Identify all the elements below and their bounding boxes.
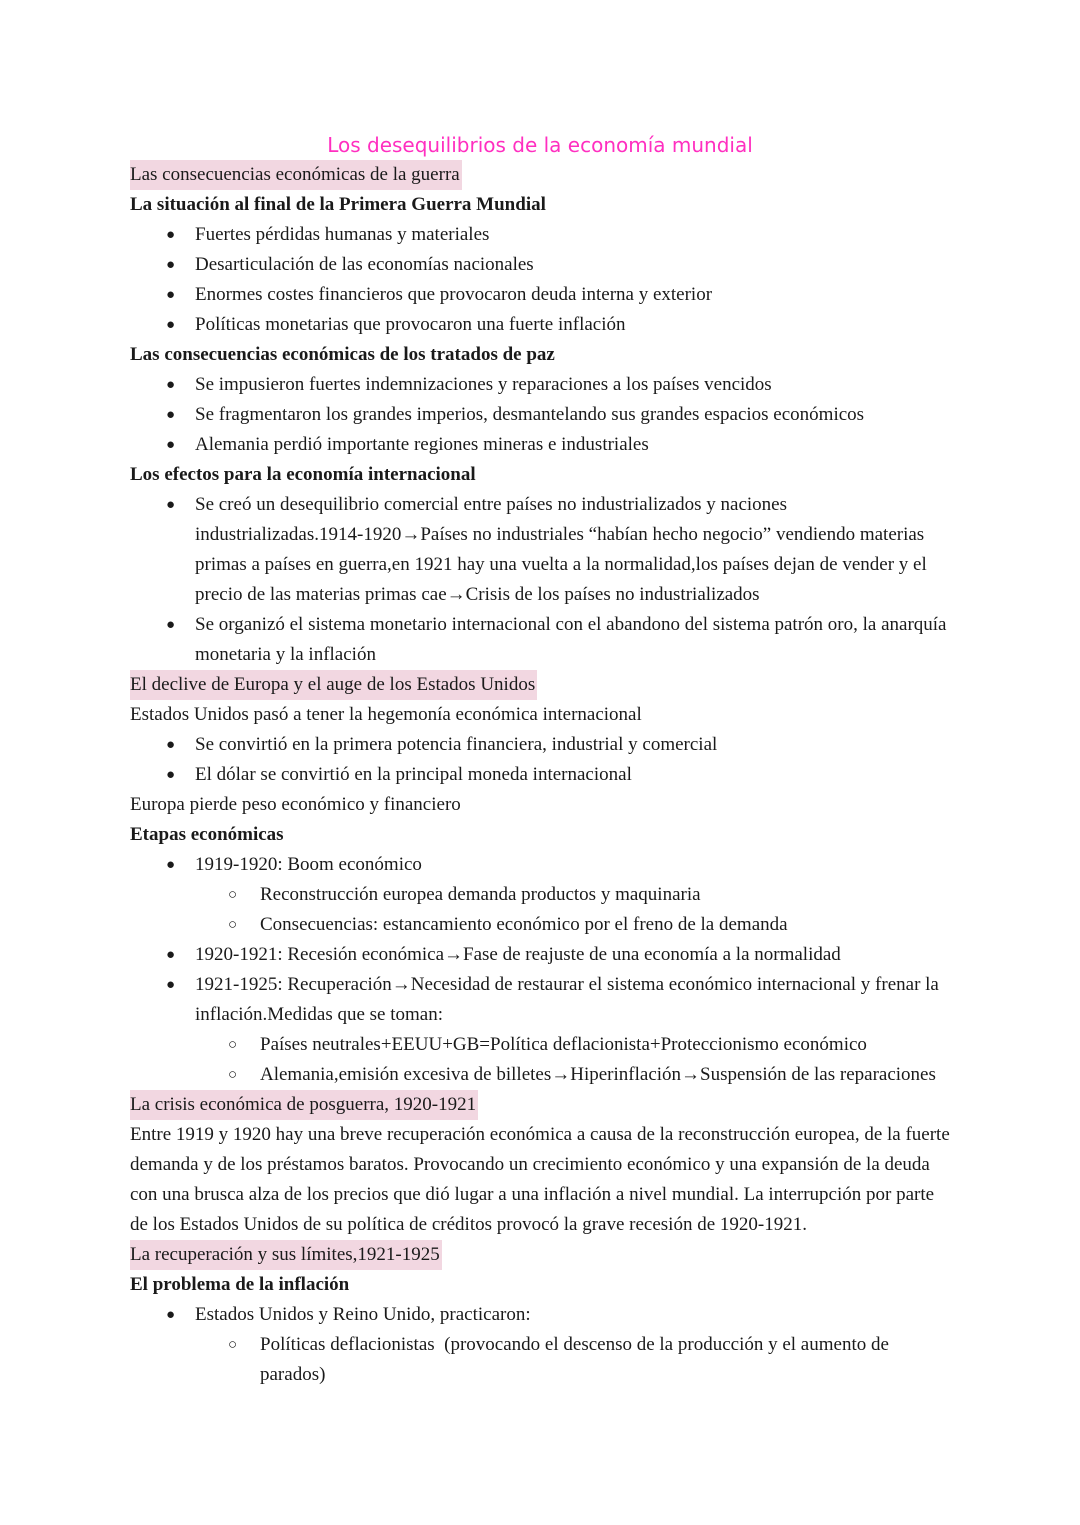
subheading-situacion: La situación al final de la Primera Guerra Mundial [130,194,546,215]
sublist-boom [195,880,960,940]
subheading-efectos: Los efectos para la economía internacional [130,464,476,485]
list-tratados [130,370,960,460]
list-item: ● Se organizó el sistema monetario internacional con el abandono del sistema patrón oro, la anarquía monetaria y la inflación [130,610,960,670]
bullet-icon: ● [166,767,176,783]
bullet-icon: ● [166,377,176,393]
sublist-item: ○ Consecuencias: estancamiento económico por el freno de la demanda [195,910,960,940]
paragraph-europa: Europa pierde peso económico y financiero [130,794,461,815]
sublist-item: ○ Reconstrucción europea demanda productos y maquinaria [195,880,960,910]
section-heading-crisis: La crisis económica de posguerra, 1920-1921 [130,1090,960,1120]
sublist-deflacion [195,1330,960,1390]
page-title: Los desequilibrios de la economía mundial [327,133,753,157]
list-inflacion [130,1300,960,1390]
circle-bullet-icon: ○ [228,917,238,933]
bullet-icon: ● [166,317,176,333]
bullet-icon: ● [166,227,176,243]
bullet-icon: ● [166,857,176,873]
document-page [130,130,960,1390]
bullet-icon: ● [166,257,176,273]
list-item: ● Se creó un desequilibrio comercial entre países no industrializados y naciones industrializadas.1914-1920→Países no industriales “habían hecho negocio” vendiendo materias primas a países en guerra,en 1921 hay una vuelta a la normalidad,los países dejan de vender y el precio de las materias primas cae→Crisis de los países no industrializados [130,490,960,610]
list-item: ● Políticas monetarias que provocaron una fuerte inflación [130,310,960,340]
sublist-item: ○ Políticas deflacionistas (provocando el descenso de la producción y el aumento de parados) [195,1330,960,1390]
list-item: ● Fuertes pérdidas humanas y materiales [130,220,960,250]
bullet-icon: ● [166,287,176,303]
list-item: ● Alemania perdió importante regiones mineras e industriales [130,430,960,460]
section-heading-consecuencias: Las consecuencias económicas de la guerra [130,160,960,190]
section-heading-recuperacion: La recuperación y sus límites,1921-1925 [130,1240,960,1270]
bullet-icon: ● [166,497,176,513]
circle-bullet-icon: ○ [228,1037,238,1053]
circle-bullet-icon: ○ [228,1337,238,1353]
list-item: ● El dólar se convirtió en la principal moneda internacional [130,760,960,790]
bullet-icon: ● [166,947,176,963]
list-efectos [130,490,960,670]
sublist-item: ○ Alemania,emisión excesiva de billetes→Hiperinflación→Suspensión de las reparaciones [195,1060,960,1090]
bullet-icon: ● [166,407,176,423]
bullet-icon: ● [166,437,176,453]
list-hegemonia [130,730,960,790]
list-item: ● 1921-1925: Recuperación→Necesidad de restaurar el sistema económico internacional y frenar la inflación.Medidas que se toman: ○ Países neutrales+EEUU+GB=Política deflacionista+Proteccionismo económico ○ Alemania,emisión excesiva de billetes→Hiperinflación→Suspensión de las reparaciones [130,970,960,1090]
list-item: ● Se convirtió en la primera potencia financiera, industrial y comercial [130,730,960,760]
list-item: ● Desarticulación de las economías nacionales [130,250,960,280]
list-item: ● 1920-1921: Recesión económica→Fase de reajuste de una economía a la normalidad [130,940,960,970]
section-heading-declive: El declive de Europa y el auge de los Estados Unidos [130,670,960,700]
circle-bullet-icon: ○ [228,1067,238,1083]
bullet-icon: ● [166,617,176,633]
list-item: ● Se impusieron fuertes indemnizaciones y reparaciones a los países vencidos [130,370,960,400]
paragraph-hegemonia: Estados Unidos pasó a tener la hegemonía económica internacional [130,704,642,725]
paragraph-crisis: Entre 1919 y 1920 hay una breve recuperación económica a causa de la reconstrucción europea, de la fuerte demanda y de los préstamos baratos. Provocando un crecimiento económico y una expansión de la deuda con una brusca alza de los precios que dió lugar a una inflación a nivel mundial. La interrupción por parte de los Estados Unidos de su política de créditos provocó la grave recesión de 1920-1921. [130,1124,950,1235]
list-item: ● Se fragmentaron los grandes imperios, desmantelando sus grandes espacios económicos [130,400,960,430]
bullet-icon: ● [166,1307,176,1323]
list-etapas [130,850,960,1090]
list-item: ● Enormes costes financieros que provocaron deuda interna y exterior [130,280,960,310]
subheading-tratados: Las consecuencias económicas de los tratados de paz [130,344,555,365]
list-item: ● 1919-1920: Boom económico ○ Reconstrucción europea demanda productos y maquinaria ○ Consecuencias: estancamiento económico por el freno de la demanda [130,850,960,940]
bullet-icon: ● [166,977,176,993]
list-item: ● Estados Unidos y Reino Unido, practicaron: ○ Políticas deflacionistas (provocando el descenso de la producción y el aumento de parados) [130,1300,960,1390]
sublist-recuperacion [195,1030,960,1090]
sublist-item: ○ Países neutrales+EEUU+GB=Política deflacionista+Proteccionismo económico [195,1030,960,1060]
subheading-etapas: Etapas económicas [130,824,284,845]
list-situacion [130,220,960,340]
circle-bullet-icon: ○ [228,887,238,903]
bullet-icon: ● [166,737,176,753]
subheading-inflacion: El problema de la inflación [130,1274,350,1295]
